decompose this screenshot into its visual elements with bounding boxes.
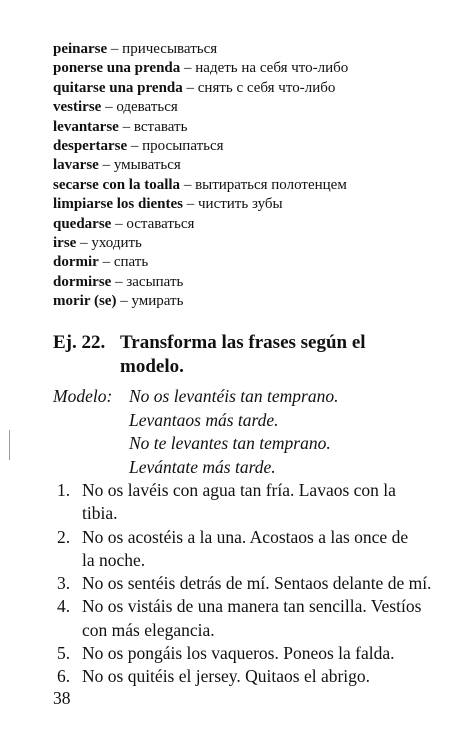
exercise-number: Ej. 22.	[53, 332, 106, 353]
item-number: 3.	[57, 573, 71, 594]
exercise-item	[53, 572, 438, 595]
item-number: 6.	[57, 666, 71, 687]
item-number: 1.	[57, 480, 71, 500]
russian-translation: – умываться	[98, 157, 181, 174]
vocabulary-entry	[53, 195, 443, 214]
russian-translation: – вставать	[118, 118, 188, 135]
spanish-term: dormir	[53, 254, 99, 271]
model-line: Levántate más tarde.	[129, 456, 276, 477]
russian-translation: – засыпать	[111, 273, 184, 290]
item-number: 4.	[57, 596, 71, 617]
spanish-term: despertarse	[53, 138, 128, 155]
model-label: Modelo:	[53, 386, 113, 406]
russian-translation: – чистить зубы	[183, 196, 283, 213]
vocabulary-entry	[53, 273, 443, 292]
model-line: No te levantes tan temprano.	[129, 433, 331, 453]
spanish-term: morir (se)	[53, 293, 117, 310]
russian-translation: – оставаться	[111, 215, 195, 232]
model-example	[53, 385, 433, 479]
spanish-term: peinarse	[53, 41, 108, 57]
vocabulary-entry	[53, 234, 443, 253]
exercise-items	[53, 479, 438, 689]
exercise-item	[53, 526, 438, 573]
spanish-term: dormirse	[53, 273, 112, 290]
exercise-title-line1: Transforma las frases según el	[120, 332, 366, 353]
vocabulary-list	[53, 40, 443, 312]
vocabulary-entry	[53, 79, 443, 98]
vocabulary-entry	[53, 253, 443, 272]
item-text: No os sentéis detrás de mí. Sentaos delante de mí.	[82, 573, 432, 594]
spanish-term: levantarse	[53, 118, 119, 135]
spanish-term: lavarse	[53, 157, 99, 174]
item-text: No os acostéis a la una. Acostaos a las once de	[82, 526, 409, 547]
vocabulary-entry	[53, 292, 443, 311]
item-text-continued: con más elegancia.	[82, 619, 215, 640]
spanish-term: vestirse	[53, 99, 102, 116]
russian-translation: – спать	[98, 254, 149, 271]
item-text: No os pongáis los vaqueros. Poneos la falda.	[82, 643, 395, 664]
item-number: 2.	[57, 526, 71, 547]
russian-translation: – снять с себя что-либо	[182, 79, 336, 96]
exercise-item	[53, 642, 438, 665]
spanish-term: ponerse una prenda	[53, 60, 181, 77]
spanish-term: quedarse	[53, 215, 112, 232]
exercise-item	[53, 665, 438, 688]
vocabulary-entry	[53, 118, 443, 137]
vocabulary-entry	[53, 59, 443, 78]
vocabulary-entry	[53, 176, 443, 195]
item-text-continued: la noche.	[82, 549, 146, 570]
russian-translation: – просыпаться	[127, 138, 224, 155]
russian-translation: – уходить	[76, 235, 142, 252]
exercise-heading	[53, 331, 433, 379]
russian-translation: – одеваться	[101, 99, 178, 116]
page-number: 38	[53, 688, 71, 708]
russian-translation: – умирать	[116, 293, 184, 310]
exercise-item	[53, 479, 438, 526]
spanish-term: irse	[53, 235, 77, 252]
russian-translation: – надеть на себя что-либо	[180, 60, 349, 77]
spanish-term: quitarse una prenda	[53, 79, 183, 96]
vocabulary-entry	[53, 98, 443, 117]
model-line: Levantaos más tarde.	[129, 409, 279, 430]
vocabulary-entry	[53, 40, 443, 59]
margin-mark	[9, 430, 10, 460]
item-text: No os vistáis de una manera tan sencilla. Vestíos	[82, 596, 422, 617]
russian-translation: – причесываться	[107, 41, 218, 57]
vocabulary-entry	[53, 156, 443, 175]
model-line: No os levantéis tan temprano.	[129, 386, 339, 406]
exercise-item	[53, 595, 438, 642]
item-text: No os quitéis el jersey. Quitaos el abrigo.	[82, 666, 371, 687]
item-text-continued: tibia.	[82, 503, 118, 524]
spanish-term: secarse con la toalla	[53, 176, 181, 193]
exercise-title-line2: modelo.	[120, 356, 184, 377]
item-text: No os lavéis con agua tan fría. Lavaos con la	[82, 480, 396, 500]
vocabulary-entry	[53, 137, 443, 156]
item-number: 5.	[57, 643, 71, 664]
spanish-term: limpiarse los dientes	[53, 196, 183, 213]
russian-translation: – вытираться полотенцем	[180, 176, 347, 193]
vocabulary-entry	[53, 215, 443, 234]
